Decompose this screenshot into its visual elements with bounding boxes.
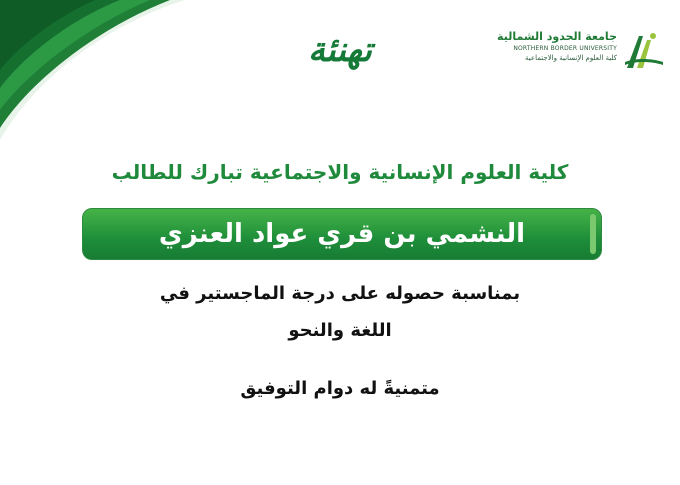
college-name: كلية العلوم الإنسانية والاجتماعية — [525, 54, 617, 62]
announcement-heading: كلية العلوم الإنسانية والاجتماعية تبارك للطالب — [111, 160, 569, 184]
congratulations-word: تهنئة — [308, 30, 372, 70]
university-name-en: NORTHERN BORDER UNIVERSITY — [513, 45, 617, 52]
student-name: النشمي بن قري عواد العنزي — [158, 219, 526, 249]
wish-line: متمنيةً له دوام التوفيق — [240, 378, 440, 399]
occasion-line: بمناسبة حصوله على درجة الماجستير في — [159, 283, 521, 304]
university-emblem-icon — [621, 28, 665, 72]
major-line: اللغة والنحو — [288, 320, 392, 341]
student-name-banner — [82, 208, 602, 260]
university-name-ar: جامعة الحدود الشمالية — [497, 30, 617, 43]
university-logo — [497, 28, 665, 74]
corner-decoration — [0, 0, 240, 140]
congratulations-calligraphy — [280, 22, 400, 92]
